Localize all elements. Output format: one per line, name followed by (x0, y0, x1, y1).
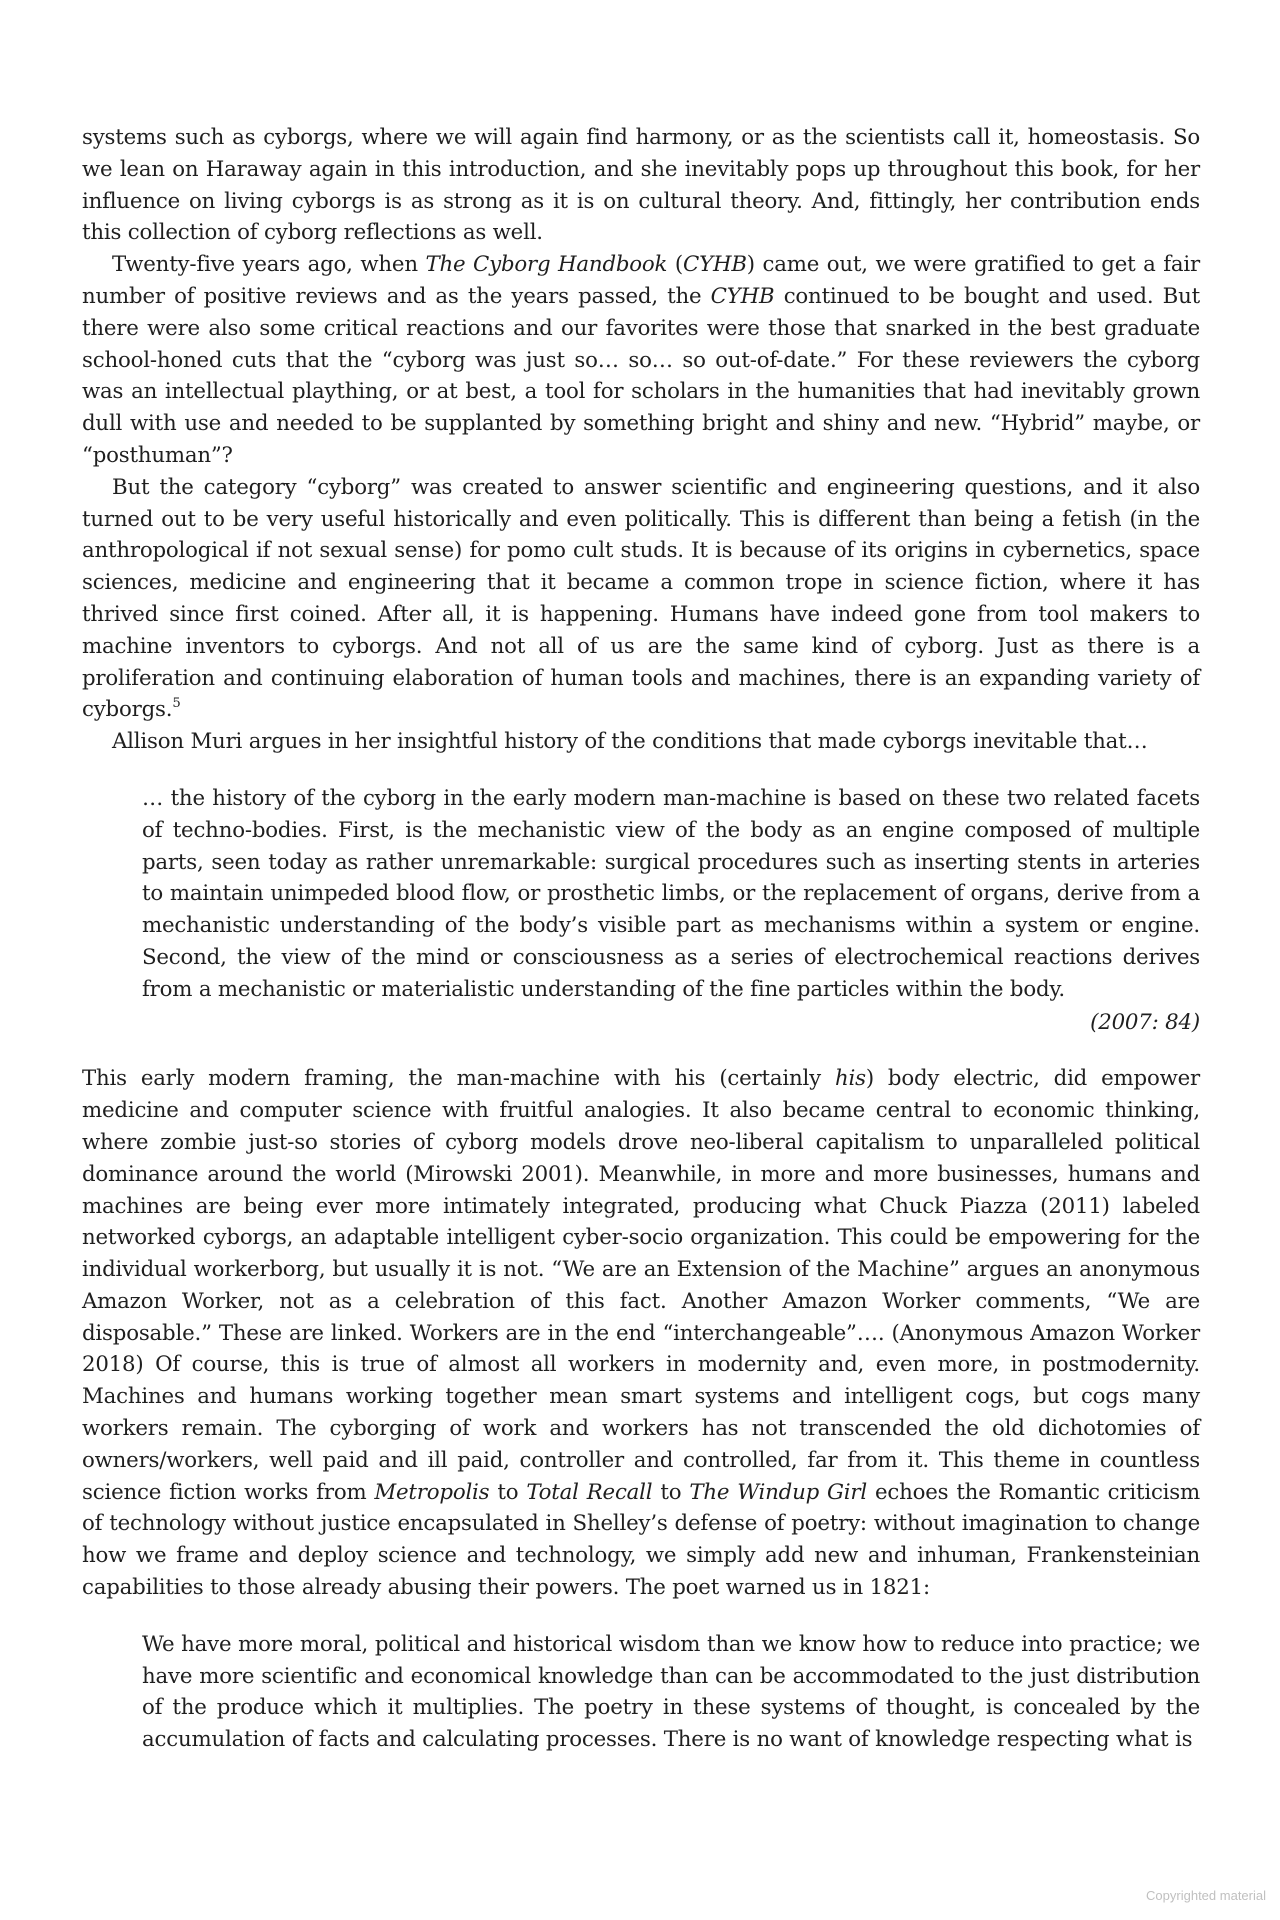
block-quote-shelley: We have more moral, political and historical wisdom than we know how to reduce into practice; we have more scientific and economical knowledge than can be accommodated to the just distribution of the produce which it multiplies. The poetry in these systems of thought, is concealed by the accumulation of facts and calculating processes. There is no want of knowledge respecting what is (142, 1631, 1200, 1753)
emphasis-his: his (834, 1066, 866, 1092)
paragraph-man-machine (82, 1063, 1200, 1604)
page-body (82, 122, 1200, 1756)
footnote-marker[interactable]: 5 (172, 696, 181, 712)
text-run: to (652, 1479, 690, 1505)
paragraph-category-cyborg (82, 472, 1200, 726)
paragraph-cyborg-handbook (82, 249, 1200, 472)
copyright-watermark: Copyrighted material (1146, 1888, 1266, 1903)
text-run: ) body electric, did empower medicine and computer science with fruitful analogies. It also became central to economic thinking, where zombie just-so stories of cyborg models drove neo-liberal capitalism to unparalleled political dominance around the world (Mirowski 2001). Meanwhile, in more and more businesses, humans and machines are being ever more intimately integrated, producing what Chuck Piazza (2011) labeled networked cyborgs, an adaptable intelligent cyber-socio organization. This could be empowering for the individual workerborg, but usually it is not. “We are an Extension of the Machine” argues an anonymous Amazon Worker, not as a celebration of this fact. Another Amazon Worker comments, “We are disposable.” These are linked. Workers are in the end “interchangeable”…. (Anonymous Amazon Worker 2018) Of course, this is true of almost all workers in modernity and, even more, in postmodernity. Machines and humans working together mean smart systems and intelligent cogs, but cogs many workers remain. The cyborging of work and workers has not transcended the old dichotomies of owners/workers, well paid and ill paid, controller and controlled, far from it. This theme in countless science fiction works from (82, 1066, 1200, 1505)
text-run: ) came out, we were gratified to get a fair number of positive reviews and as the years passed, the (82, 252, 1200, 309)
quote-citation: (2007: 84) (1090, 1009, 1200, 1035)
text-run: Twenty-five years ago, when (112, 252, 426, 278)
text-run: ( (667, 252, 684, 278)
abbreviation-cyhb: CYHB (683, 252, 747, 278)
text-run: continued to be bought and used. But there were also some critical reactions and our favorites were those that snarked in the best graduate school-honed cuts that the “cyborg was just so… so… so out-of-date.” For these reviewers the cyborg was an intellectual plaything, or at best, a tool for scholars in the humanities that had inevitably grown dull with use and needed to be supplanted by something bright and shiny and new. “Hybrid” maybe, or “posthuman”? (82, 283, 1200, 468)
block-quote-muri: … the history of the cyborg in the early modern man-machine is based on these two related facets of techno-bodies. First, is the mechanistic view of the body as an engine composed of multiple parts, seen today as rather unremarkable: surgical procedures such as inserting stents in arteries to maintain unimpeded blood flow, or prosthetic limbs, or the replacement of organs, derive from a mechanistic understanding of the body’s visible part as mechanisms within a system or engine. Second, the view of the mind or consciousness as a series of electrochemical reactions derives from a mechanistic or materialistic understanding of the fine particles within the body. (142, 785, 1200, 1002)
book-title-cyborg-handbook: The Cyborg Handbook (425, 252, 668, 278)
abbreviation-cyhb: CYHB (710, 283, 775, 309)
work-title-total-recall: Total Recall (526, 1479, 653, 1505)
paragraph-homeostasis: systems such as cyborgs, where we will again find harmony, or as the scientists call it, homeostasis. So we lean on Haraway again in this introduction, and she inevitably pops up throughout this book, for her influence on living cyborgs is as strong as it is on cultural theory. And, fittingly, her contribution ends this collection of cyborg reflections as well. (82, 125, 1200, 246)
text-run: But the category “cyborg” was created to answer scientific and engineering questions, and it also turned out to be very useful historically and even politically. This is different than being a fetish (in the anthropological if not sexual sense) for pomo cult studs. It is because of its origins in cybernetics, space sciences, medicine and engineering that it became a common trope in science fiction, where it has thrived since first coined. After all, it is happening. Humans have indeed gone from tool makers to machine inventors to cyborgs. And not all of us are the same kind of cyborg. Just as there is a proliferation and continuing elaboration of human tools and machines, there is an expanding variety of cyborgs. (82, 474, 1200, 723)
work-title-windup-girl: The Windup Girl (689, 1479, 867, 1505)
text-run: echoes the Romantic criticism of technology without justice encapsulated in Shelley’s defense of poetry: without imagination to change how we frame and deploy science and technology, we simply add new and inhuman, Frankensteinian capabilities to those already abusing their powers. The poet warned us in 1821: (82, 1479, 1201, 1601)
text-run: This early modern framing, the man-machine with his (certainly (82, 1066, 835, 1092)
work-title-metropolis: Metropolis (374, 1479, 490, 1505)
paragraph-allison-muri: Allison Muri argues in her insightful history of the conditions that made cyborgs inevitable that… (112, 729, 1148, 755)
text-run: to (489, 1479, 527, 1505)
